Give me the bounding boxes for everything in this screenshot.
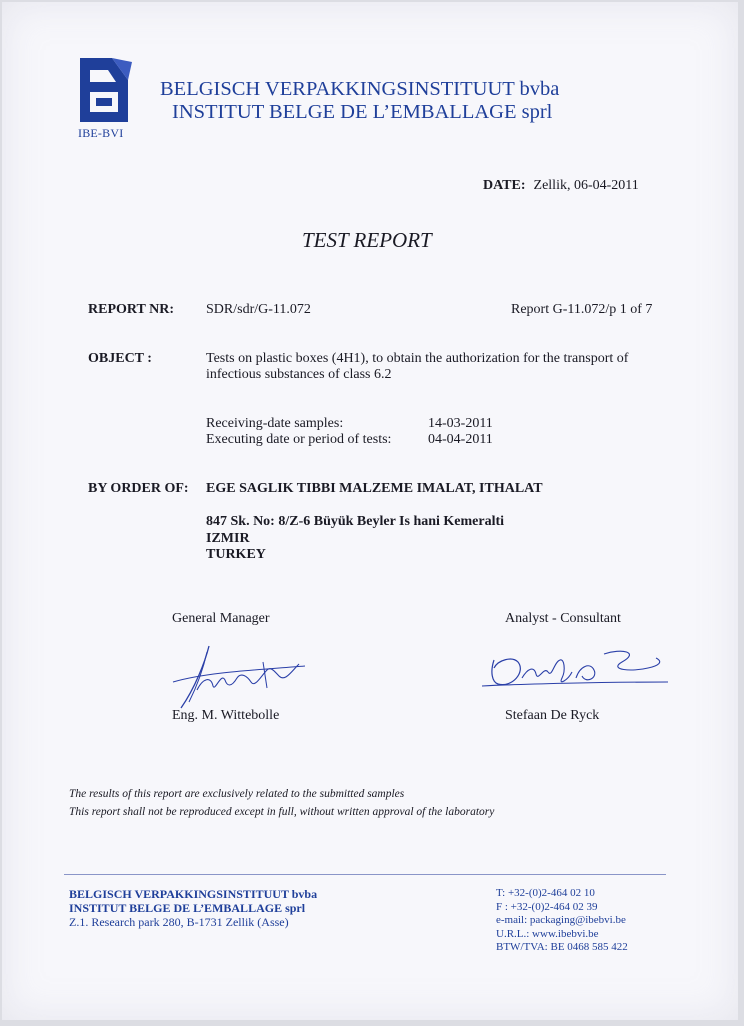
order-city: IZMIR (206, 531, 250, 546)
object-line-1: Tests on plastic boxes (4H1), to obtain the authorization for the transport of (206, 351, 629, 366)
receiving-date-value: 14-03-2011 (428, 416, 493, 431)
document-title: TEST REPORT (302, 228, 432, 252)
date-label: DATE: (483, 178, 526, 193)
executing-date-label: Executing date or period of tests: (206, 432, 392, 447)
order-company: EGE SAGLIK TIBBI MALZEME IMALAT, ITHALAT (206, 481, 543, 496)
general-manager-role: General Manager (172, 611, 270, 626)
report-page-ref: Report G-11.072/p 1 of 7 (511, 302, 653, 317)
footer-contact (496, 887, 628, 955)
report-number-value: SDR/sdr/G-11.072 (206, 302, 311, 317)
footer-vat: BTW/TVA: BE 0468 585 422 (496, 941, 628, 954)
footer-fax: F : +32-(0)2-464 02 39 (496, 900, 598, 913)
footer-name-nl: BELGISCH VERPAKKINGSINSTITUUT bvba (69, 887, 318, 901)
footer-url: U.R.L.: www.ibebvi.be (496, 927, 599, 940)
footer-name-fr: INSTITUT BELGE DE L’EMBALLAGE sprl (69, 901, 306, 915)
analyst-role: Analyst - Consultant (505, 611, 621, 626)
receiving-date-label: Receiving-date samples: (206, 416, 344, 431)
object-label: OBJECT : (88, 351, 152, 366)
report-number-label: REPORT NR: (88, 302, 174, 317)
general-manager-name: Eng. M. Wittebolle (172, 708, 280, 723)
ibe-bvi-logo-icon (72, 56, 134, 128)
date-value: Zellik, 06-04-2011 (533, 178, 639, 193)
object-line-2: infectious substances of class 6.2 (206, 367, 392, 382)
order-country: TURKEY (206, 547, 266, 562)
date-row (483, 178, 639, 194)
report-page (2, 2, 738, 1020)
general-manager-signature-icon (167, 642, 317, 712)
analyst-signature-icon (472, 642, 672, 697)
analyst-name: Stefaan De Ryck (505, 708, 600, 723)
institute-name-nl: BELGISCH VERPAKKINGSINSTITUUT bvba (160, 78, 560, 100)
footer-email: e-mail: packaging@ibebvi.be (496, 914, 626, 927)
footer-phone: T: +32-(0)2-464 02 10 (496, 887, 595, 899)
logo-label: IBE-BVI (78, 126, 124, 140)
footer-divider (64, 874, 666, 875)
institute-name-fr: INSTITUT BELGE DE L’EMBALLAGE sprl (172, 101, 553, 123)
disclaimer-line-1: The results of this report are exclusively related to the submitted samples (69, 788, 405, 800)
order-address: 847 Sk. No: 8/Z-6 Büyük Beyler Is hani Kemeralti (206, 514, 505, 529)
footer-address: Z.1. Research park 280, B-1731 Zellik (Asse) (69, 915, 289, 929)
executing-date-value: 04-04-2011 (428, 432, 493, 447)
disclaimer-line-2: This report shall not be reproduced except in full, without written approval of the laboratory (69, 806, 495, 818)
order-label: BY ORDER OF: (88, 481, 189, 496)
